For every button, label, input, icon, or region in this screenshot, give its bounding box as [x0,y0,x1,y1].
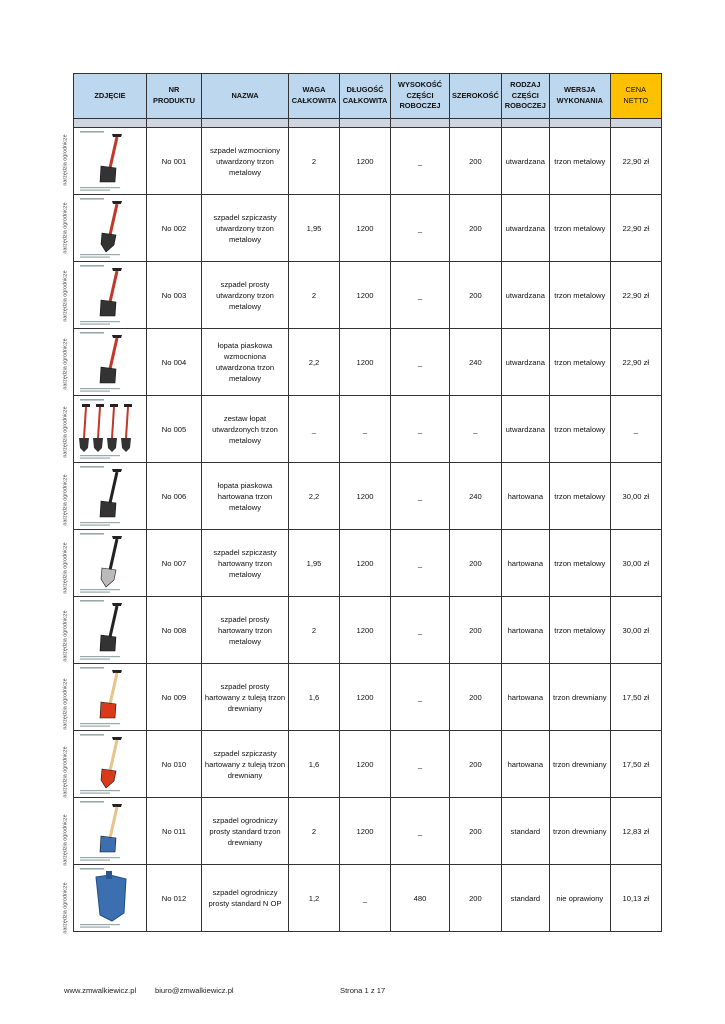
width-cell: 200 [450,664,502,731]
product-no-cell: No 004 [147,329,202,396]
length-cell: _ [340,865,391,932]
category-side-label: narzędzia ogrodnicze [63,746,69,798]
price-cell: 22,90 zł [610,262,661,329]
header-work-type: RODZAJ CZĘŚCI ROBOCZEJ [501,74,549,119]
work-height-cell: _ [391,329,450,396]
width-cell: 240 [450,329,502,396]
weight-cell: _ [289,396,340,463]
table-row [74,329,662,396]
work-height-cell: _ [391,128,450,195]
length-cell: 1200 [340,329,391,396]
length-cell: 1200 [340,664,391,731]
header-photo: ZDJĘCIE [74,74,147,119]
work-type-cell: utwardzana [501,195,549,262]
category-side-label: narzędzia ogrodnicze [63,814,69,866]
product-no-cell: No 002 [147,195,202,262]
work-type-cell: hartowana [501,731,549,798]
category-side-label: narzędzia ogrodnicze [63,678,69,730]
work-type-cell: hartowana [501,463,549,530]
product-no-cell: No 010 [147,731,202,798]
version-cell: trzon metalowy [549,329,610,396]
weight-cell: 1,6 [289,731,340,798]
product-no-cell: No 012 [147,865,202,932]
length-cell: 1200 [340,195,391,262]
work-height-cell: _ [391,396,450,463]
price-cell: 30,00 zł [610,463,661,530]
length-cell: 1200 [340,128,391,195]
work-type-cell: utwardzana [501,396,549,463]
length-cell: 1200 [340,530,391,597]
product-name-cell: szpadel ogrodniczy prosty standard trzon drewniany [202,798,289,865]
weight-cell: 1,95 [289,195,340,262]
product-name-cell: szpadel ogrodniczy prosty standard N OP [202,865,289,932]
weight-cell: 2,2 [289,329,340,396]
pointed-spade-metal-handle-icon [74,195,147,262]
price-cell: _ [610,396,661,463]
work-height-cell: _ [391,731,450,798]
category-side-label: narzędzia ogrodnicze [63,202,69,254]
table-header-row [74,74,662,119]
weight-cell: 1,2 [289,865,340,932]
work-height-cell: _ [391,798,450,865]
table-body [74,128,662,932]
header-work-height: WYSOKOŚĆ CZĘŚCI ROBOCZEJ [391,74,450,119]
spade-metal-handle-icon [74,128,147,195]
version-cell: trzon metalowy [549,396,610,463]
straight-spade-wooden-handle-icon [74,664,147,731]
header-version: WERSJA WYKONANIA [549,74,610,119]
price-cell: 22,90 zł [610,195,661,262]
straight-spade-hardened-icon [74,597,147,664]
header-spacer-row [74,119,662,128]
header-weight: WAGA CAŁKOWITA [289,74,340,119]
category-side-label: narzędzia ogrodnicze [63,406,69,458]
work-type-cell: standard [501,798,549,865]
product-no-cell: No 001 [147,128,202,195]
length-cell: 1200 [340,798,391,865]
width-cell: 200 [450,798,502,865]
version-cell: trzon metalowy [549,530,610,597]
work-height-cell: _ [391,530,450,597]
table-row [74,128,662,195]
product-no-cell: No 005 [147,396,202,463]
table-row [74,195,662,262]
length-cell: 1200 [340,463,391,530]
width-cell: 240 [450,463,502,530]
footer-email[interactable]: biuro@zmwalkiewicz.pl [155,986,234,995]
product-no-cell: No 006 [147,463,202,530]
weight-cell: 2 [289,262,340,329]
length-cell: 1200 [340,262,391,329]
width-cell: 200 [450,262,502,329]
sand-shovel-metal-handle-icon [74,329,147,396]
product-name-cell: szpadel wzmocniony utwardzony trzon metalowy [202,128,289,195]
version-cell: nie oprawiony [549,865,610,932]
version-cell: trzon drewniany [549,798,610,865]
category-side-label: narzędzia ogrodnicze [63,474,69,526]
product-name-cell: szpadel szpiczasty utwardzony trzon metalowy [202,195,289,262]
table-row [74,865,662,932]
header-product-no: NR PRODUKTU [147,74,202,119]
price-cell: 10,13 zł [610,865,661,932]
product-name-cell: szpadel szpiczasty hartowany trzon metalowy [202,530,289,597]
product-name-cell: zestaw łopat utwardzonych trzon metalowy [202,396,289,463]
spade-blade-icon [74,865,147,932]
table-row [74,396,662,463]
width-cell: 200 [450,597,502,664]
work-height-cell: _ [391,262,450,329]
price-cell: 12,83 zł [610,798,661,865]
width-cell: 200 [450,530,502,597]
product-name-cell: szpadel szpiczasty hartowany z tuleją trzon drewniany [202,731,289,798]
version-cell: trzon drewniany [549,664,610,731]
header-name: NAZWA [202,74,289,119]
work-height-cell: _ [391,463,450,530]
straight-spade-metal-handle-icon [74,262,147,329]
price-cell: 30,00 zł [610,530,661,597]
work-height-cell: 480 [391,865,450,932]
product-name-cell: łopata piaskowa wzmocniona utwardzona trzon metalowy [202,329,289,396]
price-cell: 22,90 zł [610,329,661,396]
product-name-cell: szpadel prosty utwardzony trzon metalowy [202,262,289,329]
work-height-cell: _ [391,597,450,664]
garden-spade-wooden-handle-icon [74,798,147,865]
table-row [74,597,662,664]
product-no-cell: No 009 [147,664,202,731]
header-length: DŁUGOŚĆ CAŁKOWITA [340,74,391,119]
work-type-cell: utwardzana [501,128,549,195]
width-cell: 200 [450,195,502,262]
product-name-cell: szpadel prosty hartowany z tuleją trzon drewniany [202,664,289,731]
footer-page-number: Strona 1 z 17 [340,986,386,995]
category-side-label: narzędzia ogrodnicze [63,338,69,390]
product-no-cell: No 011 [147,798,202,865]
product-no-cell: No 003 [147,262,202,329]
table-row [74,731,662,798]
product-no-cell: No 008 [147,597,202,664]
pointed-spade-wooden-handle-icon [74,731,147,798]
price-cell: 17,50 zł [610,664,661,731]
pointed-spade-hardened-icon [74,530,147,597]
work-type-cell: hartowana [501,664,549,731]
width-cell: _ [450,396,502,463]
category-side-label: narzędzia ogrodnicze [63,610,69,662]
work-height-cell: _ [391,664,450,731]
work-type-cell: utwardzana [501,329,549,396]
width-cell: 200 [450,731,502,798]
version-cell: trzon metalowy [549,597,610,664]
table-row [74,262,662,329]
weight-cell: 2,2 [289,463,340,530]
weight-cell: 2 [289,597,340,664]
weight-cell: 2 [289,798,340,865]
work-type-cell: hartowana [501,597,549,664]
version-cell: trzon metalowy [549,128,610,195]
price-cell: 30,00 zł [610,597,661,664]
product-name-cell: szpadel prosty hartowany trzon metalowy [202,597,289,664]
length-cell: 1200 [340,731,391,798]
category-side-label: narzędzia ogrodnicze [63,270,69,322]
work-type-cell: hartowana [501,530,549,597]
header-price: CENA NETTO [610,74,661,119]
version-cell: trzon metalowy [549,195,610,262]
category-side-label: narzędzia ogrodnicze [63,134,69,186]
width-cell: 200 [450,128,502,195]
footer-website[interactable]: www.zmwalkiewicz.pl [64,986,137,995]
version-cell: trzon metalowy [549,463,610,530]
product-table [73,73,662,932]
shovel-set-icon [74,396,147,463]
weight-cell: 2 [289,128,340,195]
version-cell: trzon drewniany [549,731,610,798]
price-cell: 22,90 zł [610,128,661,195]
length-cell: _ [340,396,391,463]
category-side-label: narzędzia ogrodnicze [63,882,69,934]
work-type-cell: standard [501,865,549,932]
table-row [74,664,662,731]
table-row [74,798,662,865]
version-cell: trzon metalowy [549,262,610,329]
product-no-cell: No 007 [147,530,202,597]
table-row [74,530,662,597]
sand-shovel-hardened-icon [74,463,147,530]
category-side-label: narzędzia ogrodnicze [63,542,69,594]
header-width: SZEROKOŚĆ [450,74,502,119]
price-cell: 17,50 zł [610,731,661,798]
table-row [74,463,662,530]
product-name-cell: łopata piaskowa hartowana trzon metalowy [202,463,289,530]
work-type-cell: utwardzana [501,262,549,329]
length-cell: 1200 [340,597,391,664]
work-height-cell: _ [391,195,450,262]
weight-cell: 1,95 [289,530,340,597]
weight-cell: 1,6 [289,664,340,731]
width-cell: 200 [450,865,502,932]
